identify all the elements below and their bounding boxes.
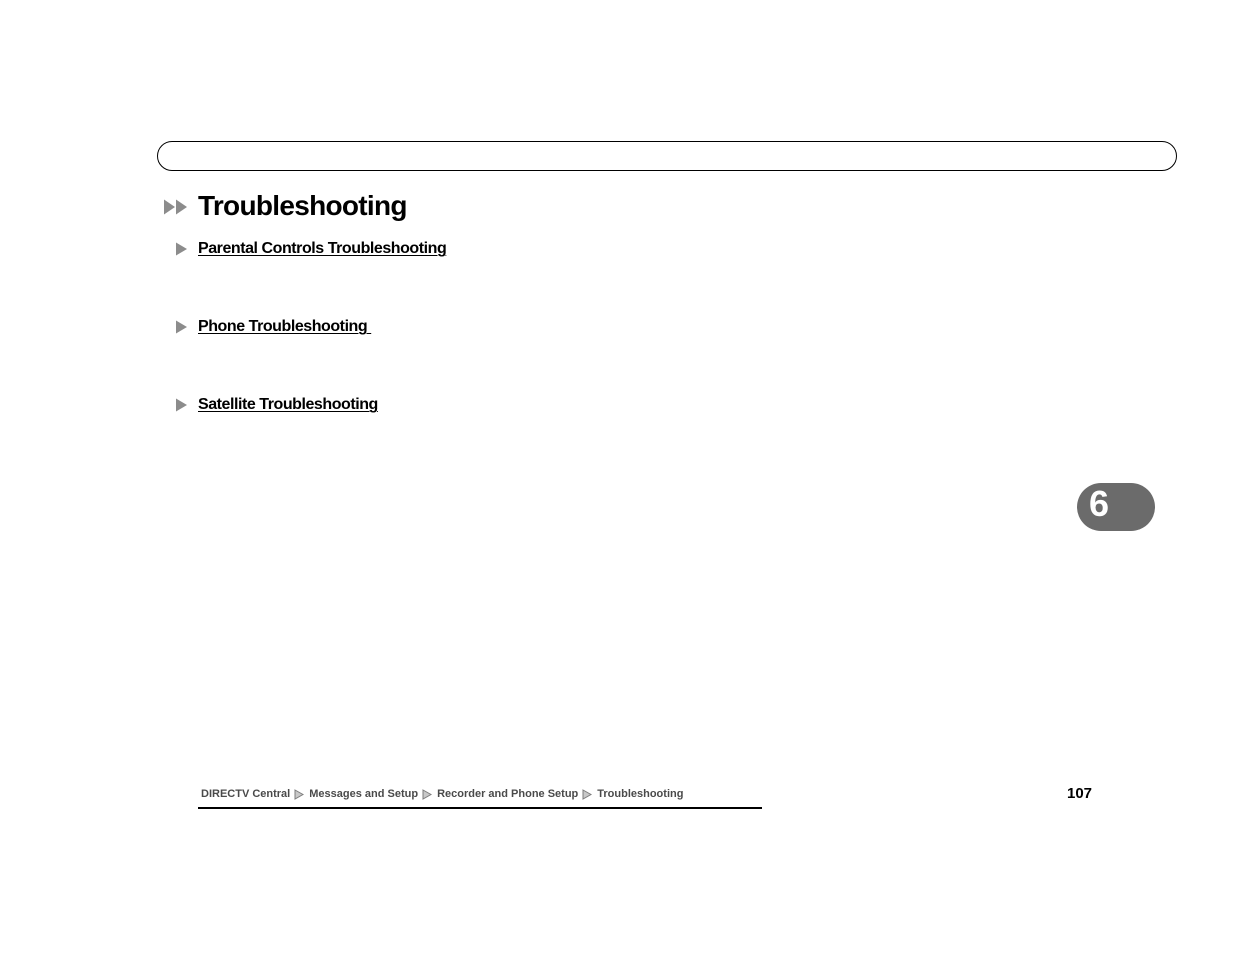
page-number: 107 xyxy=(1067,785,1093,802)
breadcrumb-separator-icon xyxy=(294,789,304,800)
breadcrumb-separator-icon xyxy=(582,789,592,800)
triangle-right-icon xyxy=(176,320,188,334)
section-link-parental-controls-troubleshooting[interactable] xyxy=(175,239,575,259)
header-bar xyxy=(157,141,1177,171)
breadcrumb-separator-icon xyxy=(422,789,432,800)
double-arrow-icon xyxy=(164,199,189,215)
breadcrumb-item-troubleshooting[interactable]: Troubleshooting xyxy=(597,788,684,800)
page-title: Troubleshooting xyxy=(198,190,407,221)
breadcrumb-item-messages-and-setup[interactable]: Messages and Setup xyxy=(309,788,419,800)
chapter-tab[interactable] xyxy=(1077,483,1155,531)
triangle-right-icon xyxy=(176,398,188,412)
triangle-right-icon xyxy=(176,242,188,256)
section-link-phone-troubleshooting[interactable] xyxy=(175,317,575,337)
chapter-number: 6 xyxy=(1089,483,1110,524)
section-link-label[interactable]: Satellite Troubleshooting xyxy=(198,396,378,413)
breadcrumb-divider xyxy=(198,807,762,809)
section-link-label[interactable]: Parental Controls Troubleshooting xyxy=(198,240,447,257)
breadcrumb xyxy=(201,786,683,802)
breadcrumb-item-recorder-and-phone-setup[interactable]: Recorder and Phone Setup xyxy=(437,788,579,800)
section-link-satellite-troubleshooting[interactable] xyxy=(175,395,575,415)
section-link-label[interactable]: Phone Troubleshooting xyxy=(198,318,372,335)
breadcrumb-item-directv-central[interactable]: DIRECTV Central xyxy=(201,788,291,800)
